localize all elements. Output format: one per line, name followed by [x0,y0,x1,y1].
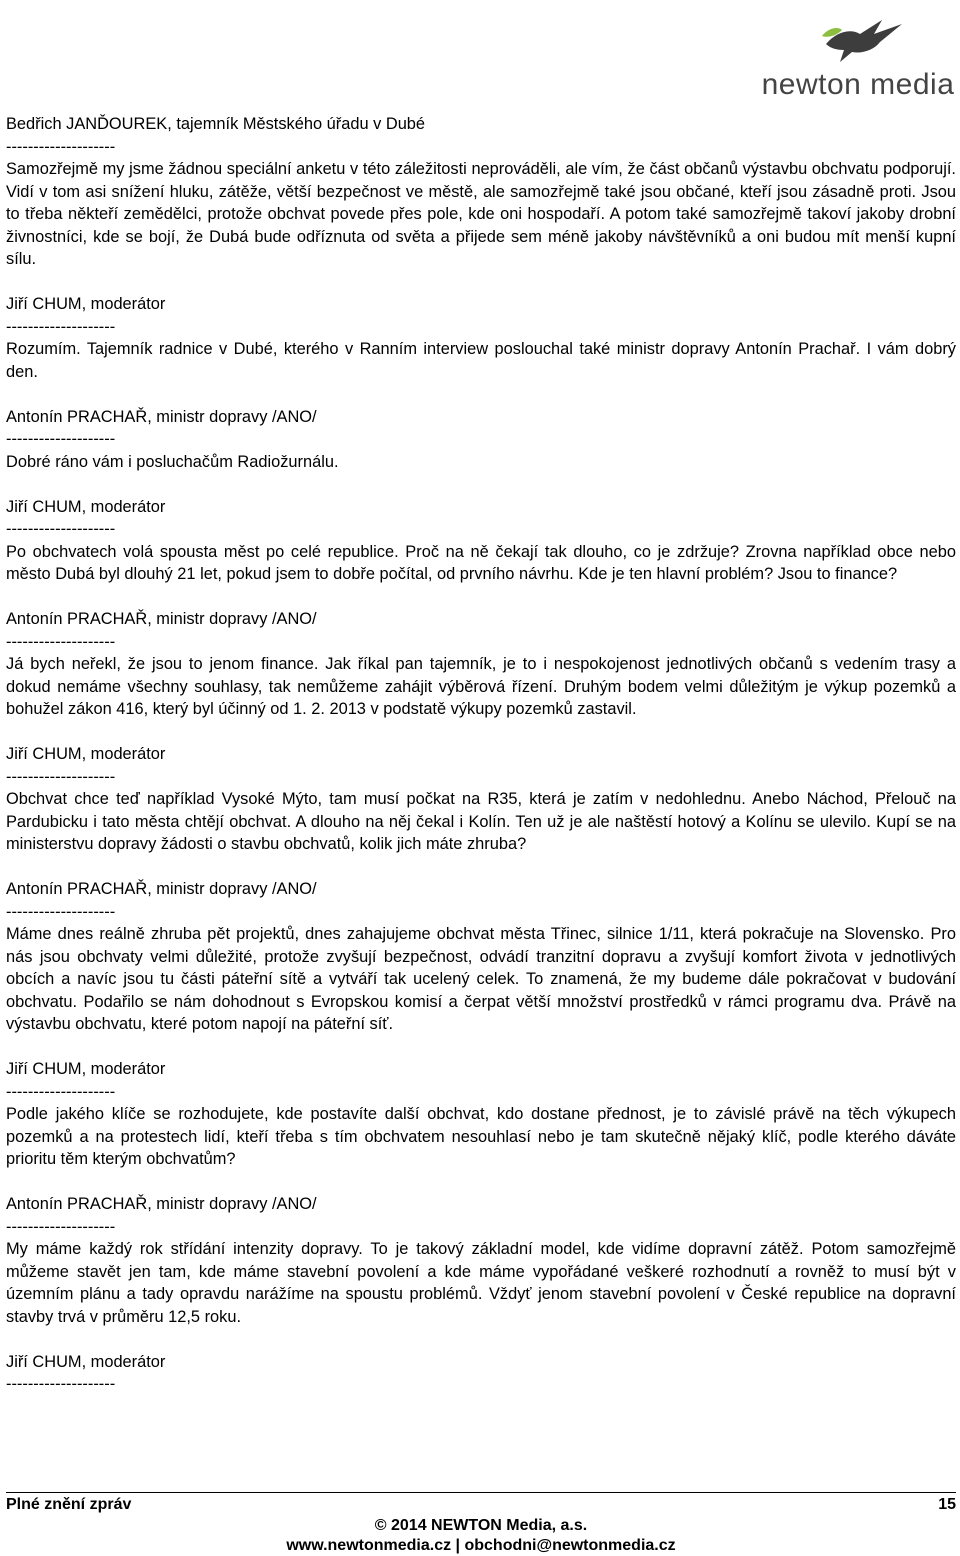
speech-text: Rozumím. Tajemník radnice v Dubé, kterého v Ranním interview poslouchal také ministr dopravy Antonín Prachař. I vám dobrý den. [6,340,956,381]
speaker-name: Jiří CHUM, moderátor [6,295,166,313]
speech-text: My máme každý rok střídání intenzity dopravy. To je takový základní model, kde vidíme dopravní zátěž. Potom samozřejmě můžeme stavět jen tam, kde máme stavební povolení a kde máme vypořádané veškeré rozhodnutí a rovněž to musí být v územním plánu a tady opravdu narážíme na spoustu problémů. Vždyť jenom stavební povolení v České republice na dopravní stavby trvá v průměru 12,5 roku. [6,1240,956,1326]
speaker-name: Jiří CHUM, moderátor [6,745,166,763]
transcript-block [6,293,956,383]
speech-text: Dobré ráno vám i posluchačům Radiožurnálu. [6,452,339,471]
speaker-separator: -------------------- [6,520,116,538]
page-number: 15 [938,1496,956,1513]
transcript-block [6,878,956,1036]
speaker-separator: -------------------- [6,902,116,921]
transcript-block [6,743,956,856]
speaker-separator: -------------------- [6,430,116,448]
speech-text: Obchvat chce teď například Vysoké Mýto, tam musí počkat na R35, která je zatím v nedohlednu. Anebo Náchod, Přelouč na Pardubicku i tato města chtějí obchvat. A dlouho na něj čekal i Kolín. Ten už je ale naštěstí hotový a Kolínu se ulevilo. Kupí se na ministerstvu dopravy žádosti o stavbu obchvatů, kolik jich máte zhruba? [6,790,956,853]
speaker-name: Bedřich JANĎOUREK, tajemník Městského úřadu v Dubé [6,115,426,133]
speaker-name: Antonín PRACHAŘ, ministr dopravy /ANO/ [6,407,317,426]
speaker-name: Jiří CHUM, moderátor [6,497,166,516]
page-footer [6,1492,956,1554]
speaker-separator: -------------------- [6,1217,116,1236]
transcript-block [6,1351,956,1396]
speaker-name: Jiří CHUM, moderátor [6,1060,166,1078]
logo-text: newton media [761,68,955,101]
transcript [6,113,956,1418]
speaker-separator: -------------------- [6,317,116,336]
speaker-name: Antonín PRACHAŘ, ministr dopravy /ANO/ [6,610,317,628]
transcript-block [6,1058,956,1171]
transcript-block [6,113,956,271]
footer-title: Plné znění zpráv [6,1496,132,1513]
speaker-separator: -------------------- [6,1375,116,1393]
speaker-separator: -------------------- [6,767,116,786]
speech-text: Samozřejmě my jsme žádnou speciální anketu v této záležitosti neprováděli, ale vím, že část občanů výstavbu obchvatu podporují. Vidí v tom asi snížení hluku, zátěže, větší bezpečnost ve městě, ale samozřejmě také jsou občané, kteří jsou zásadně proti. Jsou to třeba někteří zemědělci, protože obchvat povede přes pole, kde oni hospodaří. A potom také samozřejmě takoví jakoby drobní živnostníci, kde se bojí, že Dubá bude odříznuta od světa a přijede sem méně jakoby návštěvníků a oni budou mít menší kupní sílu. [6,160,956,268]
transcript-block [6,608,956,721]
speaker-name: Antonín PRACHAŘ, ministr dopravy /ANO/ [6,1195,317,1213]
transcript-block [6,496,956,586]
transcript-block [6,1193,956,1328]
footer-links[interactable]: www.newtonmedia.cz | obchodni@newtonmedia.cz [286,1537,676,1554]
newton-media-logo [760,14,956,101]
hummingbird-logo-icon [816,14,916,70]
speech-text: Já bych neřekl, že jsou to jenom finance. Jak říkal pan tajemník, je to i nespokojenost jednotlivých občanů s vedením trasy a dokud nemáme všechny souhlasy, tak nemůžeme zahájit výběrová řízení. Druhým bodem velmi důležitým je výkup pozemků a bohužel zákon 416, který byl účinný od 1. 2. 2013 v podstatě výkupy pozemků zastavil. [6,655,956,718]
speaker-separator: -------------------- [6,137,116,156]
footer-copyright: © 2014 NEWTON Media, a.s. [374,1517,588,1534]
speaker-separator: -------------------- [6,1082,116,1101]
speaker-name: Jiří CHUM, moderátor [6,1352,166,1371]
speech-text: Máme dnes reálně zhruba pět projektů, dnes zahajujeme obchvat města Třinec, silnice 1/11, která pokračuje na Slovensko. Pro nás jsou obchvaty velmi důležité, protože zvyšují bezpečnost, odvádí tranzitní dopravu a zvyšují komfort života v jednotlivých obcích a navíc jsou tu části páteřní sítě a vytváří tak ucelený celek. To znamená, že my budeme dále pokračovat v budování obchvatu. Podařilo se nám dohodnout s Evropskou komisí a čerpat větší množství prostředků v rámci programu dva. Právě na výstavbu obchvatu, které potom napojí na páteřní síť. [6,925,956,1033]
speaker-separator: -------------------- [6,632,116,651]
speech-text: Podle jakého klíče se rozhodujete, kde postavíte další obchvat, kdo dostane přednost, je to závislé právě na těch výkupech pozemků a na protestech lidí, kteří třeba s tím obchvatem nesouhlasí nebo je tam skutečně nějaký klíč, podle kterého dáváte prioritu těm kterým obchvatům? [6,1105,956,1168]
transcript-block [6,406,956,474]
speaker-name: Antonín PRACHAŘ, ministr dopravy /ANO/ [6,880,317,898]
speech-text: Po obchvatech volá spousta měst po celé republice. Proč na ně čekají tak dlouho, co je zdržuje? Zrovna například obce nebo město Dubá byl dlouhý 21 let, pokud jsem to dobře počítal, od prvního návrhu. Kde je ten hlavní problém? Jsou to finance? [6,542,956,583]
